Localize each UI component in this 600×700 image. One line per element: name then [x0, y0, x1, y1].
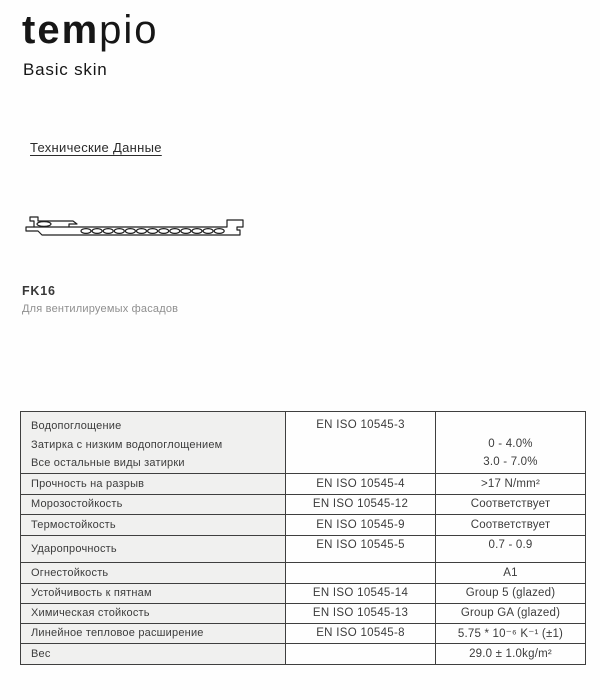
table-row [21, 583, 586, 603]
brand-logo-bold-part: tem [22, 8, 100, 52]
value-text: 0 - 4.0% [488, 437, 533, 450]
table-row [21, 412, 586, 474]
panel-hole [81, 229, 91, 234]
property-cell: Ударопрочность [21, 535, 286, 562]
property-cell: Линейное тепловое расширение [21, 623, 286, 643]
value-cell: 5.75 * 10⁻⁶ K⁻¹ (±1) [436, 623, 586, 643]
product-code: FK16 [22, 284, 56, 298]
table-row [21, 494, 586, 514]
panel-hole [148, 229, 158, 234]
standard-label: EN ISO 10545-3 [316, 419, 405, 431]
value-cell: Group GA (glazed) [436, 603, 586, 623]
panel-hole [137, 229, 147, 234]
panel-hole [37, 222, 51, 227]
property-label: Затирка с низким водопоглощением [31, 438, 223, 451]
table-row [21, 643, 586, 664]
property-label: Водопоглощение [31, 420, 122, 432]
product-line-subtitle: Basic skin [23, 60, 108, 79]
panel-hole [192, 229, 202, 234]
standard-cell [286, 412, 436, 474]
value-text [446, 416, 575, 435]
table-row [21, 603, 586, 623]
property-cell: Вес [21, 643, 286, 664]
value-cell [436, 412, 586, 474]
brand-logo [22, 8, 159, 52]
standard-cell: EN ISO 10545-5 [286, 535, 436, 562]
brand-logo-light-part: pio [99, 8, 159, 52]
panel-hole [203, 229, 213, 234]
standard-cell: EN ISO 10545-9 [286, 514, 436, 535]
value-cell: A1 [436, 562, 586, 583]
value-cell: Group 5 (glazed) [436, 583, 586, 603]
panel-hole [214, 229, 224, 234]
property-cell: Прочность на разрыв [21, 473, 286, 494]
panel-hole [125, 229, 135, 234]
panel-hole [181, 229, 191, 234]
standard-cell: EN ISO 10545-4 [286, 473, 436, 494]
property-cell: Термостойкость [21, 514, 286, 535]
panel-profile-drawing [24, 213, 249, 241]
property-cell [21, 412, 286, 474]
property-cell: Устойчивость к пятнам [21, 583, 286, 603]
table-row [21, 623, 586, 643]
panel-hole [170, 229, 180, 234]
property-cell: Химическая стойкость [21, 603, 286, 623]
property-cell: Морозостойкость [21, 494, 286, 514]
property-label: Все остальные виды затирки [31, 457, 185, 469]
standard-cell [286, 562, 436, 583]
panel-hole [159, 229, 169, 234]
value-cell: Соответствует [436, 494, 586, 514]
panel-hole [92, 229, 102, 234]
value-cell: >17 N/mm² [436, 473, 586, 494]
value-cell: 0.7 - 0.9 [436, 535, 586, 562]
value-cell: Соответствует [436, 514, 586, 535]
table-row [21, 535, 586, 562]
standard-cell: EN ISO 10545-8 [286, 623, 436, 643]
table-row [21, 514, 586, 535]
property-cell: Огнестойкость [21, 562, 286, 583]
panel-hole [114, 229, 124, 234]
value-text: 3.0 - 7.0% [483, 456, 538, 468]
value-cell: 29.0 ± 1.0kg/m² [436, 643, 586, 664]
technical-data-table [20, 411, 586, 665]
standard-cell: EN ISO 10545-14 [286, 583, 436, 603]
product-description: Для вентилируемых фасадов [22, 303, 179, 315]
standard-cell: EN ISO 10545-13 [286, 603, 436, 623]
section-title-technical-data: Технические Данные [30, 140, 162, 155]
panel-hole [103, 229, 113, 234]
standard-cell [286, 643, 436, 664]
table-row [21, 473, 586, 494]
table-row [21, 562, 586, 583]
standard-cell: EN ISO 10545-12 [286, 494, 436, 514]
